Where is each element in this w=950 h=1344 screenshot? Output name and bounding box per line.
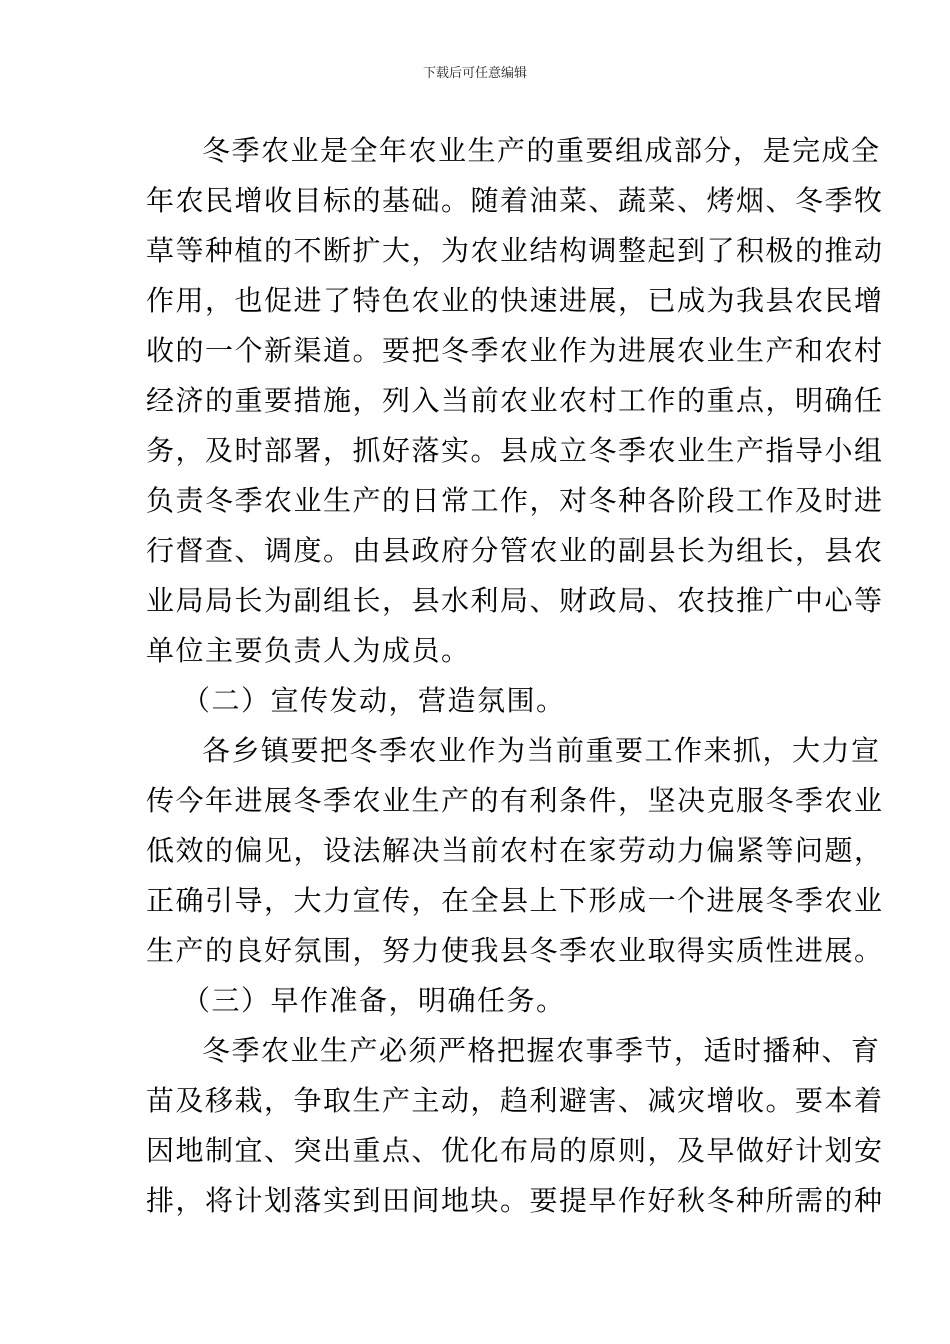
paragraph-3-line-3: 因地制宜、突出重点、优化布局的原则，及早做好计划安 bbox=[146, 1134, 884, 1167]
paragraph-3-line-1: 冬季农业生产必须严格把握农事季节，适时播种、育 bbox=[202, 1034, 881, 1067]
document-body bbox=[146, 126, 884, 1226]
paragraph-3-line-2: 苗及移栽，争取生产主动，趋利避害、减灾增收。要本着 bbox=[146, 1084, 884, 1117]
paragraph-1-line-10: 业局局长为副组长，县水利局、财政局、农技推广中心等 bbox=[146, 584, 884, 617]
paragraph-1-line-5: 收的一个新渠道。要把冬季农业作为进展农业生产和农村 bbox=[146, 334, 884, 367]
paragraph-1-line-4: 作用，也促进了特色农业的快速进展，已成为我县农民增 bbox=[146, 284, 884, 317]
paragraph-2-line-5: 生产的良好氛围，努力使我县冬季农业取得实质性进展。 bbox=[146, 934, 884, 967]
paragraph-1-line-3: 草等种植的不断扩大，为农业结构调整起到了积极的推动 bbox=[146, 234, 884, 267]
paragraph-2-line-1: 各乡镇要把冬季农业作为当前重要工作来抓，大力宣 bbox=[202, 734, 881, 767]
paragraph-2-line-3: 低效的偏见，设法解决当前农村在家劳动力偏紧等问题， bbox=[146, 834, 884, 867]
paragraph-1-line-6: 经济的重要措施，列入当前农业农村工作的重点，明确任 bbox=[146, 384, 884, 417]
paragraph-1-line-8: 负责冬季农业生产的日常工作，对冬种各阶段工作及时进 bbox=[146, 484, 884, 517]
paragraph-3-line-4: 排，将计划落实到田间地块。要提早作好秋冬种所需的种 bbox=[146, 1184, 884, 1217]
page-header: 下载后可任意编辑 bbox=[422, 66, 527, 81]
paragraph-1-line-11: 单位主要负责人为成员。 bbox=[146, 634, 471, 667]
section-heading-3: （三）早作准备，明确任务。 bbox=[182, 984, 566, 1017]
paragraph-1-line-2: 年农民增收目标的基础。随着油菜、蔬菜、烤烟、冬季牧 bbox=[146, 184, 884, 217]
paragraph-1-line-1: 冬季农业是全年农业生产的重要组成部分，是完成全 bbox=[202, 134, 881, 167]
paragraph-2-line-2: 传今年进展冬季农业生产的有利条件，坚决克服冬季农业 bbox=[146, 784, 884, 817]
section-heading-2: （二）宣传发动，营造氛围。 bbox=[182, 684, 566, 717]
paragraph-1-line-9: 行督查、调度。由县政府分管农业的副县长为组长，县农 bbox=[146, 534, 884, 567]
paragraph-1-line-7: 务，及时部署，抓好落实。县成立冬季农业生产指导小组 bbox=[146, 434, 884, 467]
paragraph-2-line-4: 正确引导，大力宣传，在全县上下形成一个进展冬季农业 bbox=[146, 884, 884, 917]
